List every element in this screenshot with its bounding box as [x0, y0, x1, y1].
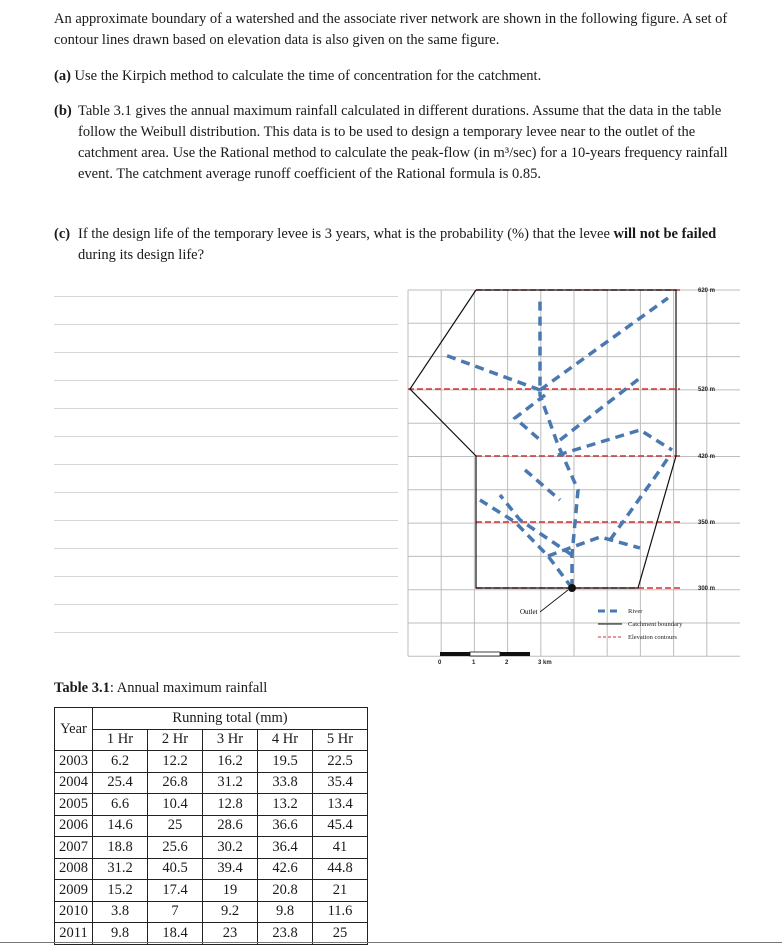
scale-0: 0 — [438, 660, 442, 666]
river-network — [445, 298, 672, 588]
scale-1: 1 — [472, 660, 476, 666]
year-cell: 2009 — [55, 880, 93, 902]
value-cell: 45.4 — [313, 815, 368, 837]
value-cell: 31.2 — [203, 772, 258, 794]
value-cell: 25 — [148, 815, 203, 837]
value-cell: 11.6 — [313, 901, 368, 923]
legend — [598, 608, 683, 641]
value-cell: 44.8 — [313, 858, 368, 880]
value-cell: 35.4 — [313, 772, 368, 794]
table-row — [55, 901, 368, 923]
table-row — [55, 815, 368, 837]
table-row — [55, 794, 368, 816]
value-cell: 13.4 — [313, 794, 368, 816]
column-header: 5 Hr — [313, 729, 368, 751]
part-a-label: (a) — [54, 68, 71, 84]
year-cell: 2005 — [55, 794, 93, 816]
legend-river: River — [628, 608, 643, 615]
value-cell: 23 — [203, 923, 258, 945]
outlet-point — [568, 584, 576, 592]
column-header: 3 Hr — [203, 729, 258, 751]
legend-contours: Elevation contours — [628, 634, 677, 641]
contour-label-350: 350 m — [698, 520, 716, 526]
column-header: 1 Hr — [93, 729, 148, 751]
table-row — [55, 772, 368, 794]
value-cell: 3.8 — [93, 901, 148, 923]
value-cell: 39.4 — [203, 858, 258, 880]
running-total-header: Running total (mm) — [93, 708, 368, 730]
value-cell: 30.2 — [203, 837, 258, 859]
legend-boundary: Catchment boundary — [628, 621, 683, 628]
value-cell: 19 — [203, 880, 258, 902]
value-cell: 18.8 — [93, 837, 148, 859]
column-header: 2 Hr — [148, 729, 203, 751]
part-a-text: Use the Kirpich method to calculate the time of concentration for the catchment. — [74, 68, 542, 84]
value-cell: 18.4 — [148, 923, 203, 945]
part-b-label: (b) — [54, 103, 72, 119]
contour-label-520: 520 m — [698, 387, 716, 393]
value-cell: 25 — [313, 923, 368, 945]
part-c-label: (c) — [54, 226, 71, 242]
bottom-rule — [0, 942, 782, 943]
value-cell: 20.8 — [258, 880, 313, 902]
rainfall-table — [54, 707, 368, 945]
year-cell: 2008 — [55, 858, 93, 880]
value-cell: 26.8 — [148, 772, 203, 794]
table-row — [55, 837, 368, 859]
year-cell: 2006 — [55, 815, 93, 837]
value-cell: 41 — [313, 837, 368, 859]
value-cell: 25.6 — [148, 837, 203, 859]
table-row — [55, 923, 368, 945]
contour-label-420: 420 m — [698, 454, 716, 460]
value-cell: 31.2 — [93, 858, 148, 880]
value-cell: 14.6 — [93, 815, 148, 837]
value-cell: 15.2 — [93, 880, 148, 902]
value-cell: 42.6 — [258, 858, 313, 880]
scale-2: 2 — [505, 660, 509, 666]
value-cell: 13.2 — [258, 794, 313, 816]
column-header: 4 Hr — [258, 729, 313, 751]
value-cell: 6.2 — [93, 751, 148, 773]
outlet-arrow — [540, 590, 568, 612]
value-cell: 9.8 — [258, 901, 313, 923]
value-cell: 21 — [313, 880, 368, 902]
catchment-boundary — [410, 290, 676, 588]
value-cell: 10.4 — [148, 794, 203, 816]
value-cell: 12.8 — [203, 794, 258, 816]
value-cell: 9.2 — [203, 901, 258, 923]
value-cell: 40.5 — [148, 858, 203, 880]
scale-3: 3 km — [538, 660, 552, 666]
table-caption: Table 3.1: Annual maximum rainfall — [54, 680, 268, 696]
value-cell: 25.4 — [93, 772, 148, 794]
value-cell: 33.8 — [258, 772, 313, 794]
scale-bar — [438, 652, 552, 666]
value-cell: 36.4 — [258, 837, 313, 859]
value-cell: 28.6 — [203, 815, 258, 837]
value-cell: 9.8 — [93, 923, 148, 945]
part-b-text: Table 3.1 gives the annual maximum rainfall calculated in different durations. Assume that the data in the table follow the Weibull distribution. This data is to be used to design a temporary levee near to the outlet of the catchment area. Use the Rational method to calculate the peak-flow (in m³/sec) for a 10-years frequency rainfall event. The catchment average runoff coefficient of the Rational formula is 0.85. — [78, 103, 728, 182]
contour-label-300: 300 m — [698, 586, 716, 592]
year-cell: 2004 — [55, 772, 93, 794]
intro-paragraph: An approximate boundary of a watershed and the associate river network are shown in the following figure. A set of contour lines drawn based on elevation data is also given on the same figure. — [54, 11, 728, 48]
contour-label-620: 620 m — [698, 288, 716, 294]
year-cell: 2003 — [55, 751, 93, 773]
value-cell: 36.6 — [258, 815, 313, 837]
year-cell: 2007 — [55, 837, 93, 859]
year-cell: 2010 — [55, 901, 93, 923]
table-row — [55, 751, 368, 773]
table-row — [55, 880, 368, 902]
outlet-label: Outlet — [520, 608, 538, 616]
value-cell: 17.4 — [148, 880, 203, 902]
year-cell: 2011 — [55, 923, 93, 945]
year-header: Year — [55, 708, 93, 751]
value-cell: 19.5 — [258, 751, 313, 773]
table-row — [55, 858, 368, 880]
value-cell: 6.6 — [93, 794, 148, 816]
part-c-text: If the design life of the temporary levee is 3 years, what is the probability (%) that the levee will not be failed during its design life? — [78, 226, 717, 263]
value-cell: 12.2 — [148, 751, 203, 773]
value-cell: 22.5 — [313, 751, 368, 773]
value-cell: 7 — [148, 901, 203, 923]
value-cell: 16.2 — [203, 751, 258, 773]
value-cell: 23.8 — [258, 923, 313, 945]
